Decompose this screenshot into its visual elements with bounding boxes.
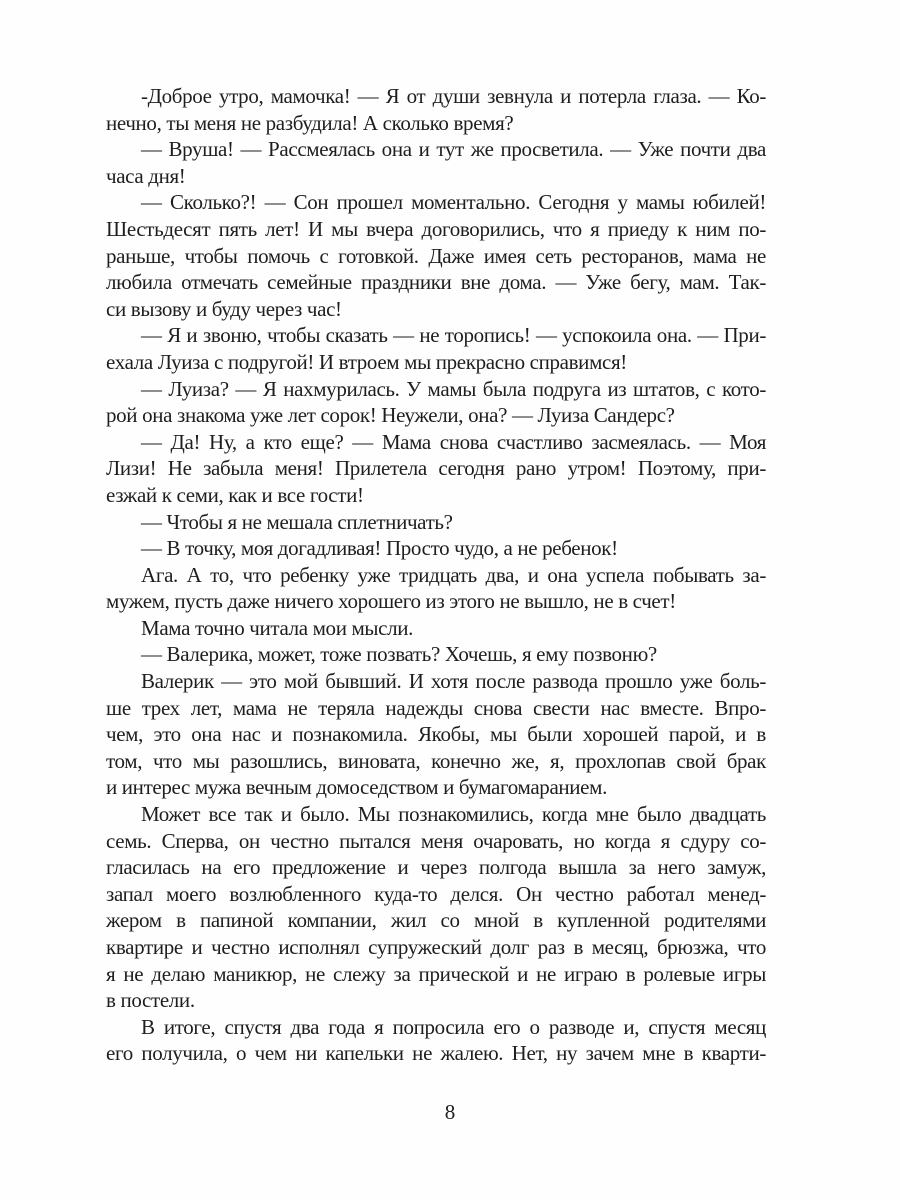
text-line: Шестьдесят пять лет! И мы вчера договорились, что я приеду к ним по- <box>106 216 766 241</box>
text-line: Может все так и было. Мы познакомились, когда мне было двадцать <box>141 802 766 827</box>
text-line: -Доброе утро, мамочка! — Я от души зевнула и потерла глаза. — Ко- <box>141 84 766 108</box>
text-line: — Валерика, может, тоже позвать? Хочешь, я ему позвоню? <box>141 642 657 667</box>
text-line: квартире и честно исполнял супружеский долг раз в месяц, брюзжа, что <box>106 935 766 959</box>
body-text <box>106 83 766 1067</box>
text-line: запал моего возлюбленного куда-то делся. Он честно работал менед- <box>106 881 766 906</box>
text-line: часа дня! <box>106 163 186 188</box>
text-line: Ага. А то, что ребенку уже тридцать два, и она успела побывать за- <box>141 562 766 587</box>
text-line: рой она знакома уже лет сорок! Неужели, она? — Луиза Сандерс? <box>106 403 675 428</box>
text-line: гласилась на его предложение и через полгода вышла за него замуж, <box>106 855 766 880</box>
text-line: В итоге, спустя два года я попросила его о разводе и, спустя месяц <box>141 1014 766 1039</box>
text-line: и интерес мужа вечным домоседством и бумагомаранием. <box>106 775 607 800</box>
text-line: — Вруша! — Рассмеялась она и тут же просветила. — Уже почти два <box>141 137 766 162</box>
text-line: — Я и звоню, чтобы сказать — не торопись! — успокоила она. — При- <box>141 323 766 348</box>
text-line: — Да! Ну, а кто еще? — Мама снова счастливо засмеялась. — Моя <box>141 429 766 454</box>
text-line: Валерик — это мой бывший. И хотя после развода прошло уже боль- <box>141 669 766 694</box>
text-line: раньше, чтобы помочь с готовкой. Даже имея сеть ресторанов, мама не <box>106 243 766 268</box>
text-line: — В точку, моя догадливая! Просто чудо, а не ребенок! <box>141 536 618 561</box>
text-line: Мама точно читала мои мысли. <box>141 615 414 640</box>
text-line: ше трех лет, мама не теряла надежды снова свести нас вместе. Впро- <box>106 695 766 720</box>
text-line: си вызову и буду через час! <box>106 296 342 321</box>
text-line: чем, это она нас и познакомила. Якобы, мы были хорошей парой, и в <box>106 722 766 747</box>
text-line: семь. Сперва, он честно пытался меня очаровать, но когда я сдуру со- <box>106 828 766 853</box>
text-line: — Чтобы я не мешала сплетничать? <box>141 509 453 534</box>
text-line: любила отмечать семейные праздники вне дома. — Уже бегу, мам. Так- <box>106 270 766 295</box>
text-line: я не делаю маникюр, не слежу за прической и не играю в ролевые игры <box>106 961 766 986</box>
text-line: его получила, о чем ни капельки не жалею. Нет, ну зачем мне в кварти- <box>106 1041 766 1066</box>
text-line: Лизи! Не забыла меня! Прилетела сегодня рано утром! Поэтому, при- <box>106 456 766 481</box>
text-line: том, что мы разошлись, виновата, конечно же, я, прохлопав свой брак <box>106 748 766 773</box>
page-number: 8 <box>444 1100 456 1124</box>
text-line: жером в папиной компании, жил со мной в купленной родителями <box>106 908 766 933</box>
text-line: езжай к семи, как и все гости! <box>106 482 364 507</box>
text-line: — Сколько?! — Сон прошел моментально. Сегодня у мамы юбилей! <box>141 190 766 215</box>
text-line: — Луиза? — Я нахмурилась. У мамы была подруга из штатов, с кото- <box>141 376 766 401</box>
text-line: в постели. <box>106 988 195 1013</box>
text-line: нечно, ты меня не разбудила! А сколько время? <box>106 110 514 135</box>
text-line: ехала Луиза с подругой! И втроем мы прекрасно справимся! <box>106 349 627 374</box>
text-line: мужем, пусть даже ничего хорошего из этого не вышло, не в счет! <box>106 589 676 614</box>
